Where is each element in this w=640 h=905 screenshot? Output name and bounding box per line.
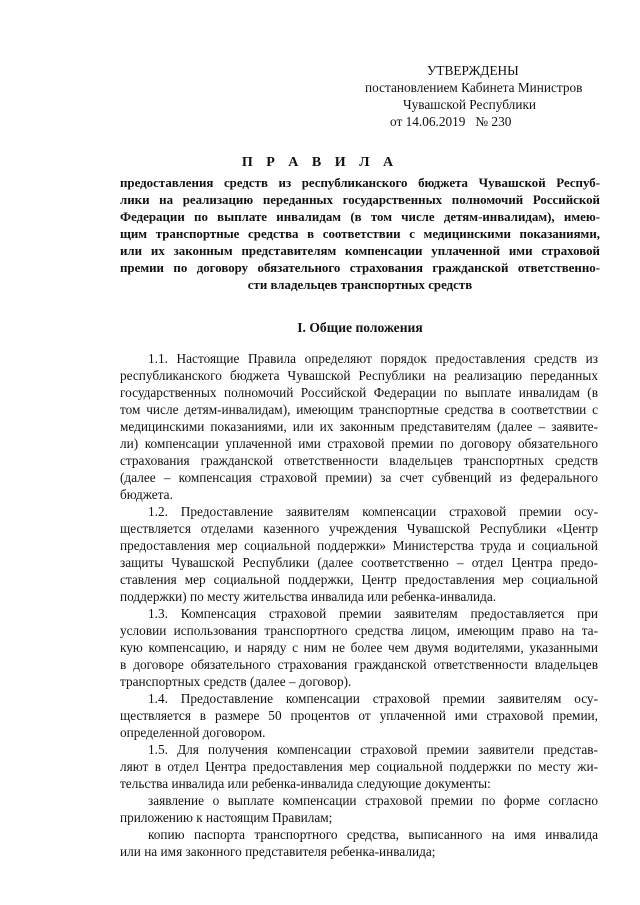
paragraph-line: 1.5. Для получения компенсации страховой премии заявители представ- (148, 742, 598, 757)
paragraph-line: том числе детям-инвалидам), имеющим транспортные средства в соответствии с (120, 402, 598, 417)
paragraph-line: ли) компенсации уплаченной ими страховой премии по договору обязательного (120, 436, 598, 451)
approval-block (365, 62, 620, 130)
paragraph-line: приложению к настоящим Правилам; (120, 810, 333, 825)
paragraph-line: ставления мер социальной поддержки, Центр предоставления мер социальной (120, 572, 598, 587)
paragraph-line: или на имя законного представителя ребенка-инвалида; (120, 844, 436, 859)
document-subtitle (120, 175, 600, 294)
paragraph-line: защиты Чувашской Республики (далее соответственно – отдел Центра предо- (120, 555, 598, 570)
paragraph-line: страхования гражданской ответственности владельцев транспортных средств (120, 453, 598, 468)
paragraph-line: 1.2. Предоставление заявителям компенсации страховой премии осу- (148, 504, 598, 519)
paragraph-line: республиканского бюджета Чувашской Республики на реализацию переданных (120, 368, 598, 383)
paragraph-line: заявление о выплате компенсации страховой премии по форме согласно (148, 793, 598, 808)
section-heading: I. Общие положения (297, 320, 423, 335)
paragraph-line: государственных полномочий Российской Федерации по выплате инвалидам (в (120, 385, 598, 400)
subtitle-line: щим транспортные средства в соответствии с медицинскими показаниями, (120, 227, 600, 241)
paragraph-line: ществляется отделами казенного учреждения Чувашской Республики «Центр (120, 521, 598, 536)
paragraph-line: в договоре обязательного страхования гражданской ответственности владельцев (120, 657, 598, 672)
paragraph-line: (далее – компенсация страховой премии) за счет субвенций из федерального (120, 470, 598, 485)
paragraph-line: поддержки) по месту жительства инвалида или ребенка-инвалида. (120, 589, 497, 604)
paragraph-line: ляют в отдел Центра предоставления мер социальной поддержки по месту жи- (120, 759, 598, 774)
subtitle-line: сти владельцев транспортных средств (247, 278, 473, 292)
approval-title: УТВЕРЖДЕНЫ (427, 63, 519, 78)
subtitle-line: премии по договору обязательного страхования гражданской ответственно- (120, 261, 600, 275)
paragraph-line: определенной договором. (120, 725, 266, 740)
paragraph-line: медицинскими показаниями, или их законным представителям (далее – заявите- (120, 419, 598, 434)
subtitle-line: предоставления средств из республиканского бюджета Чувашской Респуб- (120, 176, 600, 190)
paragraph-line: кую компенсацию, и наряду с ним не более чем двумя водителями, указанными (120, 640, 598, 655)
paragraph-line: 1.1. Настоящие Правила определяют порядок предоставления средств из (148, 351, 598, 366)
subtitle-line: или их законным представителям компенсации уплаченной ими страховой (120, 244, 600, 258)
paragraph-line: предоставления мер социальной поддержки» Министерства труда и социальной (120, 538, 598, 553)
paragraph-line: бюджета. (120, 487, 173, 502)
approval-republic: Чувашской Республики (403, 97, 537, 112)
paragraph-line: транспортных средств (далее – договор). (120, 674, 352, 689)
subtitle-line: Федерации по выплате инвалидам (в том числе детям-инвалидам), имею- (120, 210, 600, 224)
paragraph-line: 1.4. Предоставление компенсации страховой премии заявителям осу- (148, 691, 598, 706)
approval-by: постановлением Кабинета Министров (365, 80, 583, 95)
paragraph-line: 1.3. Компенсация страховой премии заявителям предоставляется при (148, 606, 598, 621)
document-title: П Р А В И Л А (241, 155, 399, 170)
subtitle-line: лики на реализацию переданных государственных полномочий Российской (120, 193, 600, 207)
paragraph-line: тельства инвалида или ребенка-инвалида следующие документы: (120, 776, 491, 791)
paragraph-line: условии использования транспортного средства лицом, имеющим право на та- (120, 623, 598, 638)
paragraph-line: копию паспорта транспортного средства, выписанного на имя инвалида (148, 827, 598, 842)
paragraph-line: ществляется в размере 50 процентов от уплаченной ими страховой премии, (120, 708, 598, 723)
body-text (120, 350, 598, 860)
approval-date: от 14.06.2019 № 230 (390, 114, 512, 129)
